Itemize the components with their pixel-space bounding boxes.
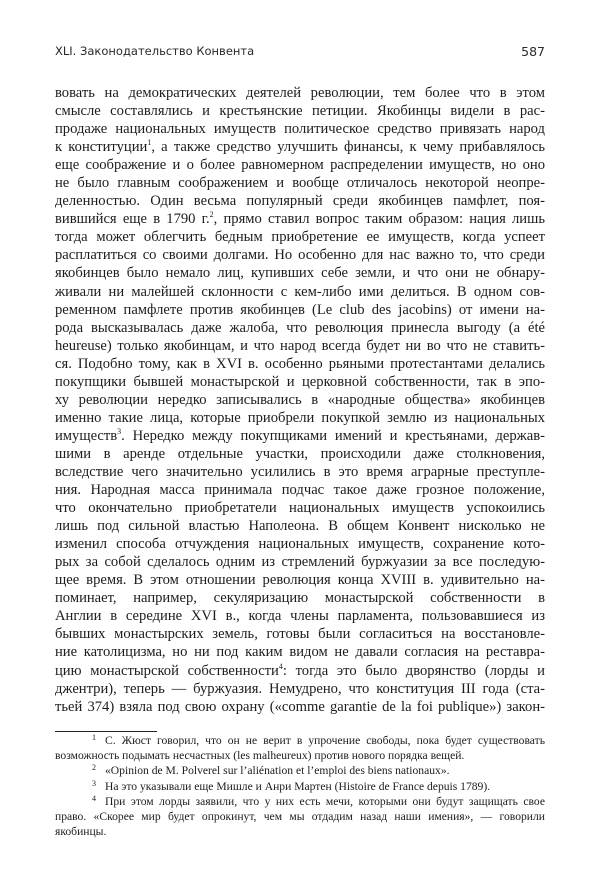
footnotes	[55, 733, 545, 839]
line-text: не было главным соображением и вообще отличалось некоторой неопре-	[55, 175, 545, 192]
footnote: 3 На это указывали еще Мишле и Анри Мартен (Histoire de France depuis 1789).	[92, 778, 491, 793]
line-text: покупщики бывшей монастырской и церковной собственности, так в эпо-	[55, 373, 545, 390]
text-line	[55, 391, 545, 409]
footnote: 1 С. Жюст говорил, что он не верит в упрочение свободы, пока будет существовать возможность подымать несчастных (les malheureux) против нового порядка вещей.	[55, 733, 545, 763]
line-text: тьей 374) взяла под свою охрану («comme garantie de la foi publique») закон-	[55, 698, 545, 715]
line-text: ху революции нередко записывались в «народные общества» якобинцев	[55, 391, 545, 408]
text-line	[55, 463, 545, 481]
line-text: heureuse) только якобинцам, и что народ всегда будет ни во что не ставить-	[55, 337, 545, 354]
footnote-ref[interactable]: 4	[278, 661, 283, 671]
line-text: Англии в середине XVI в., когда члены парламента, пользовавшиеся из	[55, 608, 545, 625]
text-line	[55, 698, 545, 716]
line-text: рых за собой сделалось одним из стремлений буржуазии за все последую-	[55, 554, 545, 571]
line-text: . Нередко между покупщиками имений и крестьянами, держав-	[121, 427, 545, 444]
text-line	[55, 481, 545, 499]
line-text: , прямо ставил вопрос таким образом: нация лишь	[213, 211, 546, 228]
text-line	[55, 337, 545, 355]
line-text: вовать на демократических деятелей революции, тем более что в этом	[55, 85, 545, 101]
text-line	[55, 607, 545, 625]
line-text: ния. Народная масса принимала подчас такое даже грозное положение,	[55, 482, 545, 499]
text-line	[55, 283, 545, 301]
footnote-ref[interactable]: 2	[209, 210, 214, 220]
text-line	[55, 662, 545, 680]
line-text: ся. Подобно тому, как в XVI в. особенно рьяными протестантами делались	[55, 355, 545, 372]
body-text	[55, 84, 545, 716]
line-text: рода высказывалась даже жалоба, что революция принесла выгоду (a été	[55, 319, 545, 336]
text-line	[55, 517, 545, 535]
line-text: лишь под сильной властью Наполеона. В общем Конвент нисколько не	[55, 518, 545, 535]
text-line	[55, 192, 545, 210]
text-line	[55, 210, 545, 228]
line-text: шими в аренде отдельные участки, происходили даже столкновения,	[55, 445, 545, 462]
text-line	[55, 553, 545, 571]
text-line	[55, 228, 545, 246]
text-line	[55, 246, 545, 264]
running-header	[55, 44, 545, 62]
footnote-text: «Opinion de M. Polverel sur l’aliénation et l’emploi des biens nationaux».	[105, 764, 450, 778]
text-line	[55, 102, 545, 120]
line-text: живали ни малейшей склонности с кем-либо ими делиться. В одном сов-	[55, 283, 545, 300]
line-text: именно такие лица, которые приобрели покупкой землю из национальных	[55, 409, 545, 426]
footnote: 2 «Opinion de M. Polverel sur l’aliénation et l’emploi des biens nationaux».	[92, 763, 450, 778]
line-text: цию монастырской собственности	[55, 662, 279, 679]
text-line	[55, 156, 545, 174]
line-text: ременном памфлете против якобинцев (Le club des jacobins) от имени на-	[55, 301, 545, 318]
text-line	[55, 680, 545, 698]
line-text: якобинцев было немало лиц, купивших себе земли, и что они не обнару-	[55, 265, 545, 282]
line-text: продаже национальных имуществ политическое средство привязать народ	[55, 121, 545, 138]
line-text: смысле составлялись и крестьянские петиции. Якобинцы видели в рас-	[55, 103, 545, 120]
line-text: : тогда это было дворянство (лорды и	[282, 662, 545, 679]
line-text: к конституции	[55, 139, 148, 156]
footnote-divider	[55, 731, 157, 732]
footnote: 4 При этом лорды заявили, что у них есть мечи, которыми они будут защищать свое право. «Скорее мир будет опрокинут, чем мы отдадим назад наши имения», — говорили якобинцы.	[55, 793, 545, 839]
line-text: изменил способа отчуждения национальных имуществ, сохранение кото-	[55, 536, 545, 553]
text-line	[55, 120, 545, 138]
line-text: еще соображение и о более равномерном распределении имуществ, но оно	[55, 157, 545, 174]
footnote-ref[interactable]: 1	[147, 138, 152, 148]
line-text: джентри), теперь — буржуазия. Немудрено, что конституция III года (ста-	[55, 680, 545, 697]
page-number: 587	[521, 44, 545, 59]
text-line	[55, 445, 545, 463]
line-text: , а также средство улучшить финансы, к чему прибавлялось	[151, 139, 545, 156]
text-line	[55, 499, 545, 517]
line-text: щее время. В этом отношении революция конца XVIII в. удивительно на-	[55, 572, 545, 589]
line-text: ние католицизма, но ни под каким видом не давали согласия на реставра-	[55, 644, 545, 661]
text-line	[55, 427, 545, 445]
line-text: деленностью. Один весьма популярный среди якобинцев памфлет, поя-	[55, 193, 545, 210]
footnote-text: С. Жюст говорил, что он не верит в упрочение свободы, пока будет существовать возможность подымать несчастных (les malheureux) против нового порядка вещей.	[55, 734, 545, 763]
line-text: вившийся еще в 1790 г.	[55, 211, 210, 228]
text-line	[55, 373, 545, 391]
line-text: поминает, например, секуляризацию монастырской собственности в	[55, 590, 545, 607]
text-line	[55, 84, 545, 102]
text-line	[55, 301, 545, 319]
text-line	[55, 409, 545, 427]
text-line	[55, 264, 545, 282]
text-line	[55, 174, 545, 192]
footnote-text: На это указывали еще Мишле и Анри Мартен (Histoire de France depuis 1789).	[105, 779, 491, 793]
line-text: тогда может облегчить бедным приобретение ее имуществ, когда успеет	[55, 229, 545, 246]
text-line	[55, 319, 545, 337]
running-title: XLI. Законодательство Конвента	[55, 44, 255, 58]
text-line	[55, 535, 545, 553]
line-text: бывших монастырских земель, готовы были согласиться на восстановле-	[55, 626, 545, 643]
text-line	[55, 571, 545, 589]
line-text: вследствие чего значительно усилились в это время аграрные преступле-	[55, 463, 545, 480]
text-line	[55, 589, 545, 607]
text-line	[55, 138, 545, 156]
footnote-ref[interactable]: 3	[117, 426, 122, 436]
line-text: имуществ	[55, 427, 118, 444]
line-text: что окончательно приобретатели национальных имуществ успокоились	[55, 500, 545, 517]
text-line	[55, 355, 545, 373]
text-line	[55, 643, 545, 661]
text-line	[55, 625, 545, 643]
footnote-text: При этом лорды заявили, что у них есть мечи, которыми они будут защищать свое право. «Скорее мир будет опрокинут, чем мы отдадим назад наши имения», — говорили якобинцы.	[55, 794, 545, 839]
line-text: расплатиться со своими долгами. Но особенно для нас важно то, что среди	[55, 247, 545, 264]
